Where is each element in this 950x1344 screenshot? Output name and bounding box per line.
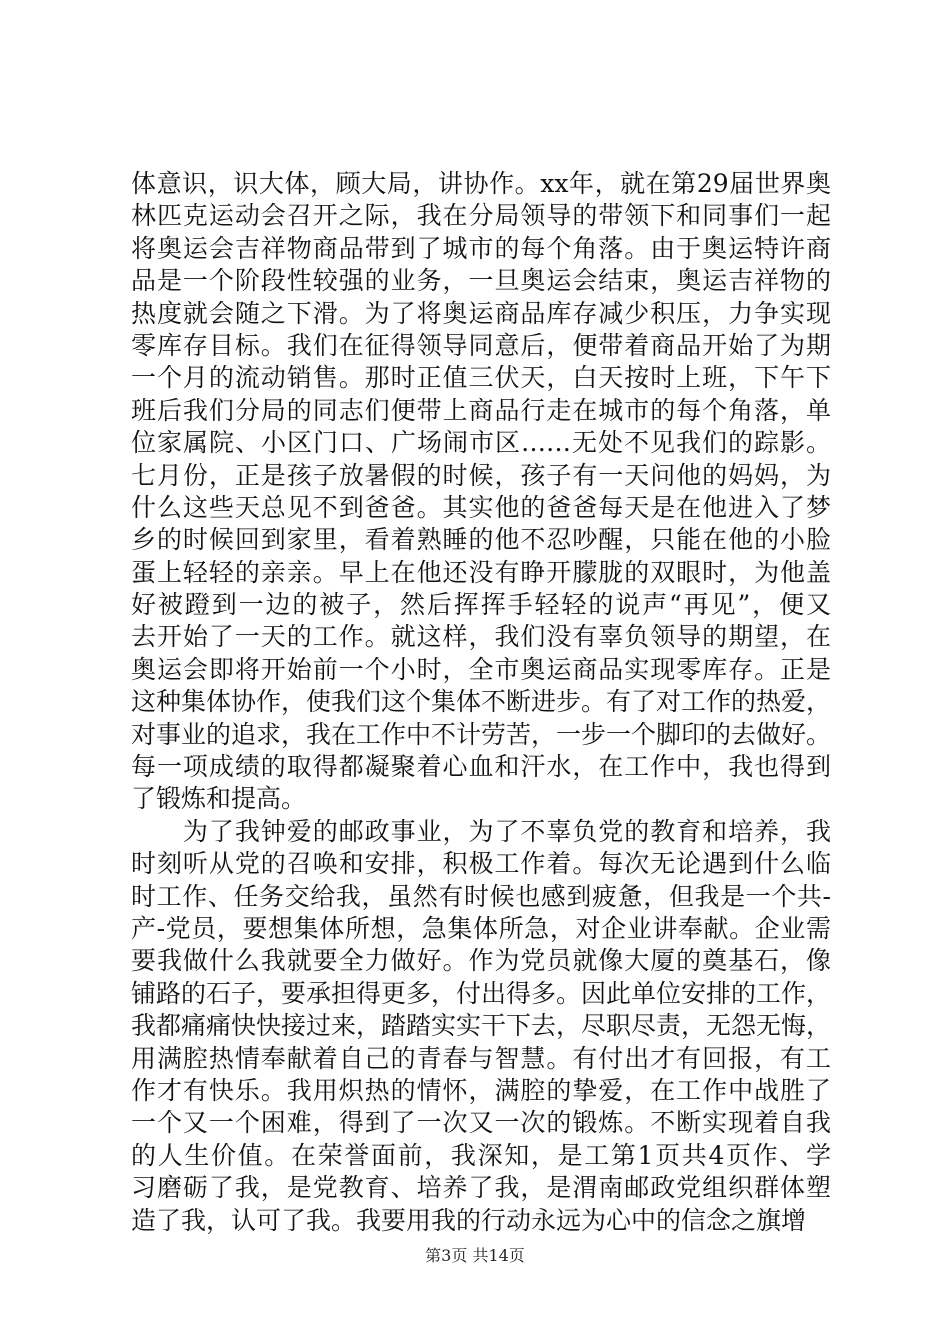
text-line: 铺路的石子，要承担得更多，付出得多。因此单位安排的工作，: [131, 978, 831, 1008]
text-line: 的人生价值。在荣誉面前，我深知，是工第1页共4页作、学: [131, 1140, 831, 1170]
text-line: 林匹克运动会召开之际，我在分局领导的带领下和同事们一起: [131, 201, 831, 231]
text-line: 蛋上轻轻的亲亲。早上在他还没有睁开朦胧的双眼时，为他盖: [131, 557, 831, 587]
text-line: 一个月的流动销售。那时正值三伏天，白天按时上班，下午下: [131, 363, 831, 393]
text-line: 七月份，正是孩子放暑假的时候，孩子有一天问他的妈妈，为: [131, 460, 831, 490]
text-line: 为了我钟爱的邮政事业，为了不辜负党的教育和培养，我: [131, 816, 831, 846]
text-line: 时工作、任务交给我，虽然有时候也感到疲惫，但我是一个共-: [131, 881, 831, 911]
paragraph-2: [131, 816, 831, 1237]
text-line: 习磨砺了我，是党教育、培养了我，是渭南邮政党组织群体塑: [131, 1173, 831, 1203]
text-line: 奥运会即将开始前一个小时，全市奥运商品实现零库存。正是: [131, 654, 831, 684]
text-line: 每一项成绩的取得都凝聚着心血和汗水，在工作中，我也得到: [131, 752, 831, 782]
text-line: 热度就会随之下滑。为了将奥运商品库存减少积压，力争实现: [131, 298, 831, 328]
text-line: 要我做什么我就要全力做好。作为党员就像大厦的奠基石，像: [131, 946, 831, 976]
text-line: 班后我们分局的同志们便带上商品行走在城市的每个角落，单: [131, 395, 831, 425]
text-line: 我都痛痛快快接过来，踏踏实实干下去，尽职尽责，无怨无悔，: [131, 1011, 831, 1041]
text-line: 一个又一个困难，得到了一次又一次的锻炼。不断实现着自我: [131, 1108, 831, 1138]
text-line: 什么这些天总见不到爸爸。其实他的爸爸每天是在他进入了梦: [131, 492, 831, 522]
paragraph-1: [131, 168, 831, 816]
text-line: 了锻炼和提高。: [131, 784, 307, 814]
text-line: 位家属院、小区门口、广场闹市区……无处不见我们的踪影。: [131, 428, 831, 458]
text-line: 零库存目标。我们在征得领导同意后，便带着商品开始了为期: [131, 330, 831, 360]
text-line: 产-党员，要想集体所想，急集体所急，对企业讲奉献。企业需: [131, 913, 831, 943]
body-text: [131, 168, 831, 1237]
text-line: 这种集体协作，使我们这个集体不断进步。有了对工作的热爱，: [131, 687, 831, 717]
text-line: 造了我，认可了我。我要用我的行动永远为心中的信念之旗增: [131, 1205, 807, 1235]
text-line: 品是一个阶段性较强的业务，一旦奥运会结束，奥运吉祥物的: [131, 266, 831, 296]
text-line: 体意识，识大体，顾大局，讲协作。xx年，就在第29届世界奥: [131, 169, 831, 198]
text-line: 时刻听从党的召唤和安排，积极工作着。每次无论遇到什么临: [131, 849, 831, 879]
page-footer: 第3页 共14页: [425, 1246, 525, 1265]
text-line: 作才有快乐。我用炽热的情怀，满腔的挚爱，在工作中战胜了: [131, 1075, 831, 1105]
text-line: 好被蹬到一边的被子，然后挥挥手轻轻的说声“再见”，便又: [131, 590, 831, 620]
text-line: 对事业的追求，我在工作中不计劳苦，一步一个脚印的去做好。: [131, 719, 831, 749]
text-line: 去开始了一天的工作。就这样，我们没有辜负领导的期望，在: [131, 622, 831, 652]
text-line: 将奥运会吉祥物商品带到了城市的每个角落。由于奥运特许商: [131, 233, 831, 263]
text-line: 乡的时候回到家里，看着熟睡的他不忍吵醒，只能在他的小脸: [131, 525, 831, 555]
text-line: 用满腔热情奉献着自己的青春与智慧。有付出才有回报，有工: [131, 1043, 831, 1073]
